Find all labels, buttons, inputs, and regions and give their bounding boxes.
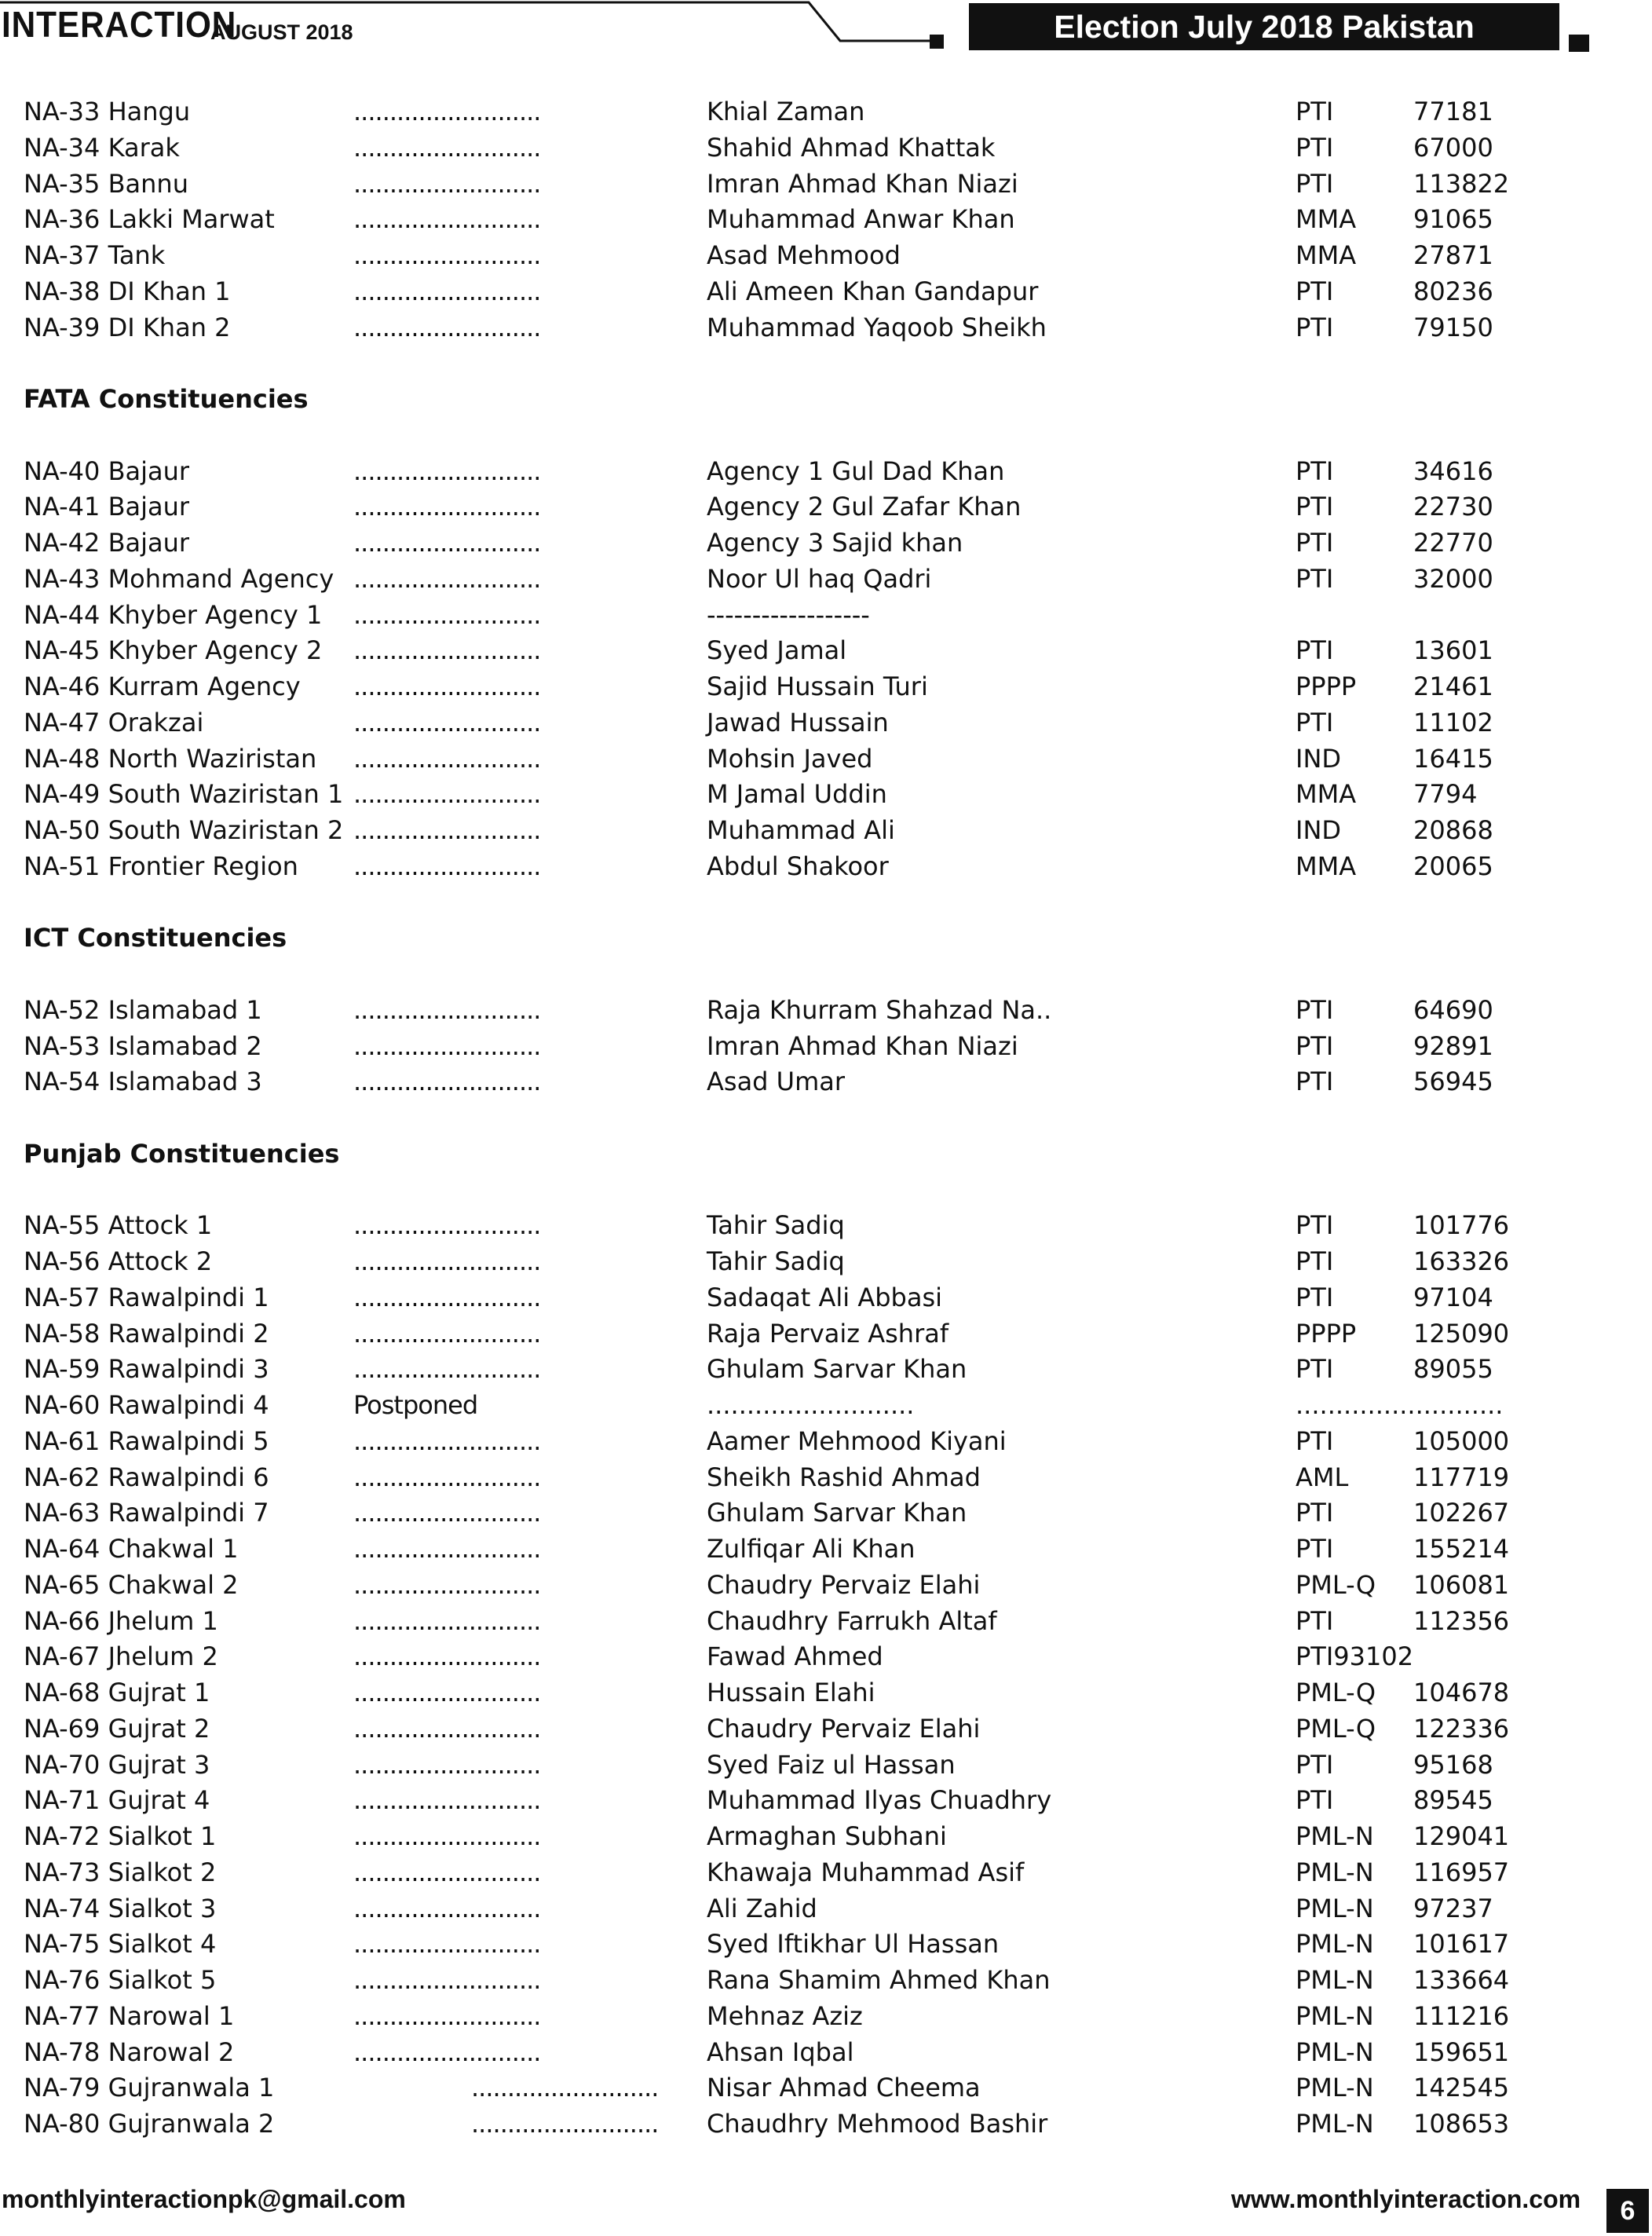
constituency-cell: NA-48 North Waziristan (24, 743, 317, 774)
constituency-cell: NA-40 Bajaur (24, 456, 190, 486)
constituency-cell: NA-56 Attock 2 (24, 1246, 213, 1276)
table-row (0, 2069, 1652, 2106)
table-row (0, 1711, 1652, 1747)
winner-cell: Khial Zaman (707, 97, 865, 126)
winner-cell: Ali Ameen Khan Gandapur (707, 276, 1039, 306)
constituency-cell: NA-42 Bajaur (24, 528, 190, 558)
constituency-cell: NA-45 Khyber Agency 2 (24, 635, 323, 666)
winner-cell: Muhammad Ilyas Chuadhry (707, 1785, 1052, 1816)
votes-cell: 89545 (1413, 1785, 1493, 1816)
status-cell: .......................... (353, 204, 541, 235)
party-cell: PPPP (1296, 672, 1357, 701)
section-heading: Punjab Constituencies (24, 1138, 340, 1169)
table-row (0, 525, 1652, 561)
party-cell: PTI (1296, 1354, 1334, 1385)
party-cell: PTI (1296, 132, 1334, 163)
status-cell: .......................... (353, 1713, 541, 1744)
table-row (0, 166, 1652, 202)
status-cell: .......................... (353, 97, 541, 126)
footer-email[interactable]: monthlyinteractionpk@gmail.com (2, 2185, 406, 2213)
party-cell: PTI (1296, 1785, 1334, 1816)
constituency-cell: NA-39 DI Khan 2 (24, 312, 231, 342)
constituency-cell: NA-63 Rawalpindi 7 (24, 1498, 269, 1528)
status-cell: .......................... (353, 1857, 541, 1887)
table-row (0, 1531, 1652, 1567)
issue-date: AUGUST 2018 (210, 20, 353, 44)
table-row (0, 1316, 1652, 1352)
votes-cell: 97237 (1413, 1893, 1493, 1923)
constituency-cell: NA-75 Sialkot 4 (24, 1929, 217, 1960)
votes-cell: 104678 (1413, 1678, 1510, 1707)
table-row (0, 668, 1652, 704)
party-cell: PTI (1296, 707, 1334, 737)
status-cell: .......................... (353, 815, 541, 845)
constituency-cell: NA-43 Mohmand Agency (24, 563, 334, 594)
winner-cell: Chaudhry Mehmood Bashir (707, 2109, 1048, 2139)
votes-cell: 125090 (1413, 1318, 1510, 1349)
votes-cell: 95168 (1413, 1749, 1493, 1780)
status-cell: .......................... (353, 1929, 541, 1960)
votes-cell: 56945 (1413, 1067, 1493, 1097)
winner-cell: Ghulam Sarvar Khan (707, 1498, 967, 1528)
section-heading: FATA Constituencies (24, 384, 309, 414)
table-row (0, 237, 1652, 273)
status-cell: .......................... (353, 1498, 541, 1528)
winner-cell: Ahsan Iqbal (707, 2037, 854, 2067)
winner-cell: Agency 3 Sajid khan (707, 528, 963, 558)
votes-cell: 13601 (1413, 635, 1493, 666)
winner-cell: Asad Umar (707, 1067, 846, 1097)
votes-cell: 22770 (1413, 528, 1493, 558)
votes-cell: 80236 (1413, 276, 1493, 306)
votes-cell: 101617 (1413, 1929, 1510, 1960)
table-row (0, 561, 1652, 597)
constituency-cell: NA-65 Chakwal 2 (24, 1569, 239, 1600)
constituency-cell: NA-76 Sialkot 5 (24, 1965, 217, 1995)
party-cell: MMA (1296, 204, 1357, 235)
party-cell: PTI (1296, 1030, 1334, 1061)
status-cell: .......................... (353, 994, 541, 1025)
votes-cell: 34616 (1413, 456, 1493, 486)
table-row (0, 1063, 1652, 1100)
party-cell: PTI (1296, 1498, 1334, 1528)
party-cell: PTI (1296, 276, 1334, 306)
winner-cell: Muhammad Yaqoob Sheikh (707, 312, 1047, 342)
votes-cell: 117719 (1413, 1462, 1510, 1492)
constituency-cell: NA-54 Islamabad 3 (24, 1067, 262, 1097)
constituency-cell: NA-62 Rawalpindi 6 (24, 1462, 269, 1492)
status-cell: .......................... (353, 1425, 541, 1456)
constituency-cell: NA-44 Khyber Agency 1 (24, 599, 323, 630)
winner-cell: Armaghan Subhani (707, 1821, 947, 1851)
constituency-cell: NA-50 South Waziristan 2 (24, 815, 344, 845)
status-cell: Postponed (353, 1390, 478, 1420)
constituency-cell: NA-64 Chakwal 1 (24, 1534, 239, 1564)
page-header (0, 0, 1652, 63)
status-cell: .......................... (353, 1354, 541, 1385)
table-row (0, 309, 1652, 346)
table-row (0, 2034, 1652, 2070)
votes-cell: 142545 (1413, 2073, 1510, 2103)
party-cell: PTI (1296, 563, 1334, 594)
party-cell: MMA (1296, 779, 1357, 810)
winner-cell: Sheikh Rashid Ahmad (707, 1462, 981, 1492)
status-cell: .......................... (353, 1749, 541, 1780)
winner-cell: Raja Khurram Shahzad Na.. (707, 994, 1052, 1025)
party-cell: PTI (1296, 456, 1334, 486)
votes-cell: 111216 (1413, 2000, 1510, 2031)
winner-cell: Khawaja Muhammad Asif (707, 1857, 1025, 1887)
party-cell: PML-N (1296, 1965, 1374, 1995)
constituency-cell: NA-53 Islamabad 2 (24, 1030, 262, 1061)
table-row (0, 1351, 1652, 1387)
winner-cell: Ghulam Sarvar Khan (707, 1354, 967, 1385)
status-cell: .......................... (353, 779, 541, 810)
party-cell: PML-N (1296, 2109, 1374, 2139)
status-cell: .......................... (353, 528, 541, 558)
winner-cell: Chaudhry Farrukh Altaf (707, 1605, 997, 1636)
table-row (0, 1998, 1652, 2034)
table-row (0, 1207, 1652, 1243)
table-row (0, 1926, 1652, 1962)
constituency-cell: NA-80 Gujranwala 2 (24, 2109, 275, 2139)
table-row (0, 201, 1652, 237)
votes-cell: 20868 (1413, 815, 1493, 845)
table-row (0, 489, 1652, 525)
constituency-cell: NA-57 Rawalpindi 1 (24, 1282, 269, 1312)
status-cell: .......................... (471, 2073, 659, 2103)
constituency-cell: NA-78 Narowal 2 (24, 2037, 235, 2067)
status-cell: .......................... (353, 276, 541, 306)
status-cell: .......................... (471, 2109, 659, 2139)
winner-cell: Aamer Mehmood Kiyani (707, 1425, 1007, 1456)
votes-cell: 11102 (1413, 707, 1493, 737)
party-cell: AML (1296, 1462, 1349, 1492)
footer-website[interactable]: www.monthlyinteraction.com (1231, 2185, 1581, 2213)
table-row (0, 1495, 1652, 1531)
constituency-cell: NA-58 Rawalpindi 2 (24, 1318, 269, 1349)
winner-cell: Hussain Elahi (707, 1678, 875, 1707)
votes-cell: 113822 (1413, 168, 1510, 199)
status-cell: .......................... (353, 492, 541, 522)
votes-cell: 79150 (1413, 312, 1493, 342)
votes-cell: 116957 (1413, 1857, 1510, 1887)
constituency-cell: NA-70 Gujrat 3 (24, 1749, 210, 1780)
winner-cell: Syed Faiz ul Hassan (707, 1749, 956, 1780)
votes-cell: 64690 (1413, 994, 1493, 1025)
status-cell: .......................... (353, 1210, 541, 1241)
constituency-cell: NA-52 Islamabad 1 (24, 994, 262, 1025)
constituency-cell: NA-74 Sialkot 3 (24, 1893, 217, 1923)
table-row (0, 1854, 1652, 1890)
party-cell: PTI (1296, 994, 1334, 1025)
votes-cell: 106081 (1413, 1569, 1510, 1600)
party-cell: MMA (1296, 851, 1357, 881)
party-cell: PTI (1296, 312, 1334, 342)
party-cell: IND (1296, 743, 1342, 774)
votes-cell: 155214 (1413, 1534, 1510, 1564)
party-cell: PTI (1296, 1246, 1334, 1276)
constituency-cell: NA-46 Kurram Agency (24, 672, 301, 701)
table-row (0, 741, 1652, 777)
winner-cell: Muhammad Ali (707, 815, 895, 845)
table-row (0, 1638, 1652, 1674)
magazine-title: INTERACTION (2, 4, 237, 45)
status-cell: .......................... (353, 851, 541, 881)
table-row (0, 776, 1652, 812)
party-cell: IND (1296, 815, 1342, 845)
winner-cell: Rana Shamim Ahmed Khan (707, 1965, 1051, 1995)
table-row (0, 1674, 1652, 1711)
votes-cell: 112356 (1413, 1605, 1510, 1636)
constituency-cell: NA-36 Lakki Marwat (24, 204, 275, 235)
party-cell: PTI (1296, 1425, 1334, 1456)
votes-cell: 22730 (1413, 492, 1493, 522)
table-row (0, 273, 1652, 309)
winner-cell: Fawad Ahmed (707, 1641, 883, 1672)
page-title: Election July 2018 Pakistan (969, 3, 1559, 50)
party-cell: PTI (1296, 635, 1334, 666)
constituency-cell: NA-35 Bannu (24, 168, 188, 199)
status-cell: .......................... (353, 1785, 541, 1816)
table-row (0, 1782, 1652, 1818)
votes-cell: 122336 (1413, 1713, 1510, 1744)
party-cell: PML-N (1296, 2000, 1374, 2031)
status-cell: .......................... (353, 1067, 541, 1097)
winner-cell: Abdul Shakoor (707, 851, 889, 881)
status-cell: .......................... (353, 456, 541, 486)
table-row (0, 1243, 1652, 1279)
winner-cell: Sajid Hussain Turi (707, 672, 928, 701)
votes-cell: 97104 (1413, 1282, 1493, 1312)
table-row (0, 632, 1652, 668)
party-cell: PTI (1296, 1534, 1334, 1564)
votes-cell: 20065 (1413, 851, 1493, 881)
status-cell: .......................... (353, 563, 541, 594)
header-square-left (930, 35, 944, 49)
winner-cell: Shahid Ahmad Khattak (707, 132, 996, 163)
constituency-cell: NA-79 Gujranwala 1 (24, 2073, 275, 2103)
status-cell: .......................... (353, 1678, 541, 1707)
party-cell: PML-Q (1296, 1569, 1376, 1600)
party-cell: PML-N (1296, 1893, 1374, 1923)
table-row (0, 704, 1652, 741)
party-cell: PML-N (1296, 1929, 1374, 1960)
votes-cell: 129041 (1413, 1821, 1510, 1851)
party-cell: PPPP (1296, 1318, 1357, 1349)
party-cell: MMA (1296, 240, 1357, 270)
party-cell: PML-Q (1296, 1713, 1376, 1744)
party-cell: PML-Q (1296, 1678, 1376, 1707)
constituency-cell: NA-61 Rawalpindi 5 (24, 1425, 269, 1456)
winner-cell: Chaudry Pervaiz Elahi (707, 1569, 981, 1600)
winner-cell: Zulfiqar Ali Khan (707, 1534, 916, 1564)
status-cell: .......................... (353, 1569, 541, 1600)
winner-cell: Tahir Sadiq (707, 1210, 845, 1241)
constituency-cell: NA-60 Rawalpindi 4 (24, 1390, 269, 1420)
constituency-cell: NA-34 Karak (24, 132, 180, 163)
constituency-cell: NA-49 South Waziristan 1 (24, 779, 344, 810)
status-cell: .......................... (353, 1965, 541, 1995)
constituency-cell: NA-69 Gujrat 2 (24, 1713, 210, 1744)
votes-cell: 91065 (1413, 204, 1493, 235)
party-cell: PTI (1296, 1210, 1334, 1241)
votes-cell: 67000 (1413, 132, 1493, 163)
table-row (0, 1818, 1652, 1854)
table-row (0, 848, 1652, 884)
constituency-cell: NA-67 Jhelum 2 (24, 1641, 218, 1672)
page-number: 6 (1606, 2189, 1649, 2233)
winner-cell: M Jamal Uddin (707, 779, 887, 810)
winner-cell: .......................... (707, 1390, 915, 1420)
constituency-cell: NA-68 Gujrat 1 (24, 1678, 210, 1707)
table-row (0, 2106, 1652, 2142)
party-cell: PTI (1296, 97, 1334, 126)
winner-cell: Mehnaz Aziz (707, 2000, 863, 2031)
status-cell: .......................... (353, 1246, 541, 1276)
status-cell: .......................... (353, 2000, 541, 2031)
table-row (0, 1890, 1652, 1927)
party-cell: PTI (1296, 1749, 1334, 1780)
status-cell: .......................... (353, 1030, 541, 1061)
table-row (0, 1423, 1652, 1459)
section-heading: ICT Constituencies (24, 923, 287, 953)
status-cell: .......................... (353, 168, 541, 199)
constituency-cell: NA-41 Bajaur (24, 492, 190, 522)
constituency-cell: NA-66 Jhelum 1 (24, 1605, 218, 1636)
votes-cell: 105000 (1413, 1425, 1510, 1456)
votes-cell: 159651 (1413, 2037, 1510, 2067)
table-row (0, 93, 1652, 130)
party-cell: PTI (1296, 492, 1334, 522)
winner-cell: Asad Mehmood (707, 240, 901, 270)
votes-cell: 102267 (1413, 1498, 1510, 1528)
constituency-cell: NA-73 Sialkot 2 (24, 1857, 217, 1887)
party-cell: PTI (1296, 168, 1334, 199)
table-row (0, 992, 1652, 1028)
status-cell: .......................... (353, 240, 541, 270)
constituency-cell: NA-47 Orakzai (24, 707, 204, 737)
winner-cell: Imran Ahmad Khan Niazi (707, 1030, 1018, 1061)
status-cell: .......................... (353, 635, 541, 666)
winner-cell: Nisar Ahmad Cheema (707, 2073, 981, 2103)
winner-cell: Imran Ahmad Khan Niazi (707, 168, 1018, 199)
party-cell: PTI (1296, 1067, 1334, 1097)
table-row (0, 1747, 1652, 1783)
table-row (0, 1387, 1652, 1423)
winner-cell: Syed Iftikhar Ul Hassan (707, 1929, 1000, 1960)
votes-cell: 16415 (1413, 743, 1493, 774)
votes-cell: 101776 (1413, 1210, 1510, 1241)
winner-cell: Jawad Hussain (707, 707, 889, 737)
table-row (0, 1279, 1652, 1316)
party-cell: PTI (1296, 1282, 1334, 1312)
winner-cell: Agency 1 Gul Dad Khan (707, 456, 1005, 486)
status-cell: .......................... (353, 1318, 541, 1349)
status-cell: .......................... (353, 1534, 541, 1564)
constituency-cell: NA-77 Narowal 1 (24, 2000, 235, 2031)
party-cell: PTI (1296, 528, 1334, 558)
status-cell: .......................... (353, 707, 541, 737)
votes-cell: 163326 (1413, 1246, 1510, 1276)
winner-cell: Syed Jamal (707, 635, 847, 666)
winner-cell: Muhammad Anwar Khan (707, 204, 1015, 235)
winner-cell: Tahir Sadiq (707, 1246, 845, 1276)
constituency-cell: NA-33 Hangu (24, 97, 191, 126)
winner-cell: Raja Pervaiz Ashraf (707, 1318, 949, 1349)
winner-cell: Sadaqat Ali Abbasi (707, 1282, 943, 1312)
table-row (0, 1962, 1652, 1998)
status-cell: .......................... (353, 132, 541, 163)
constituency-cell: NA-72 Sialkot 1 (24, 1821, 217, 1851)
constituency-cell: NA-37 Tank (24, 240, 166, 270)
party-cell: PML-N (1296, 1821, 1374, 1851)
votes-cell: 92891 (1413, 1030, 1493, 1061)
table-row (0, 1567, 1652, 1603)
constituency-cell: NA-59 Rawalpindi 3 (24, 1354, 269, 1385)
party-cell: PML-N (1296, 1857, 1374, 1887)
constituency-cell: NA-71 Gujrat 4 (24, 1785, 210, 1816)
table-row (0, 1459, 1652, 1495)
constituency-cell: NA-55 Attock 1 (24, 1210, 213, 1241)
status-cell: .......................... (353, 672, 541, 701)
winner-cell: Chaudry Pervaiz Elahi (707, 1713, 981, 1744)
status-cell: .......................... (353, 2037, 541, 2067)
status-cell: .......................... (353, 1282, 541, 1312)
table-row (0, 597, 1652, 633)
constituency-cell: NA-51 Frontier Region (24, 851, 298, 881)
winner-cell: Mohsin Javed (707, 743, 873, 774)
votes-cell: 108653 (1413, 2109, 1510, 2139)
party-cell: PML-N (1296, 2073, 1374, 2103)
status-cell: .......................... (353, 599, 541, 630)
party-cell: .......................... (1296, 1390, 1504, 1420)
status-cell: .......................... (353, 1462, 541, 1492)
constituency-cell: NA-38 DI Khan 1 (24, 276, 231, 306)
votes-cell: 133664 (1413, 1965, 1510, 1995)
winner-cell: Noor Ul haq Qadri (707, 563, 932, 594)
party-cell: PML-N (1296, 2037, 1374, 2067)
table-row (0, 1603, 1652, 1639)
votes-cell: 89055 (1413, 1354, 1493, 1385)
winner-cell: Agency 2 Gul Zafar Khan (707, 492, 1022, 522)
winner-cell: Ali Zahid (707, 1893, 817, 1923)
table-row (0, 130, 1652, 166)
header-square-right (1569, 35, 1589, 52)
status-cell: .......................... (353, 1605, 541, 1636)
votes-cell: 7794 (1413, 779, 1478, 810)
votes-cell: 77181 (1413, 97, 1493, 126)
status-cell: .......................... (353, 1821, 541, 1851)
votes-cell: 32000 (1413, 563, 1493, 594)
status-cell: .......................... (353, 1893, 541, 1923)
status-cell: .......................... (353, 1641, 541, 1672)
party-cell: PTI93102 (1296, 1641, 1414, 1672)
table-row (0, 453, 1652, 489)
party-cell: PTI (1296, 1605, 1334, 1636)
votes-cell: 21461 (1413, 672, 1493, 701)
table-row (0, 812, 1652, 848)
status-cell: .......................... (353, 312, 541, 342)
table-row (0, 1028, 1652, 1064)
winner-cell: ------------------ (707, 599, 870, 630)
votes-cell: 27871 (1413, 240, 1493, 270)
status-cell: .......................... (353, 743, 541, 774)
